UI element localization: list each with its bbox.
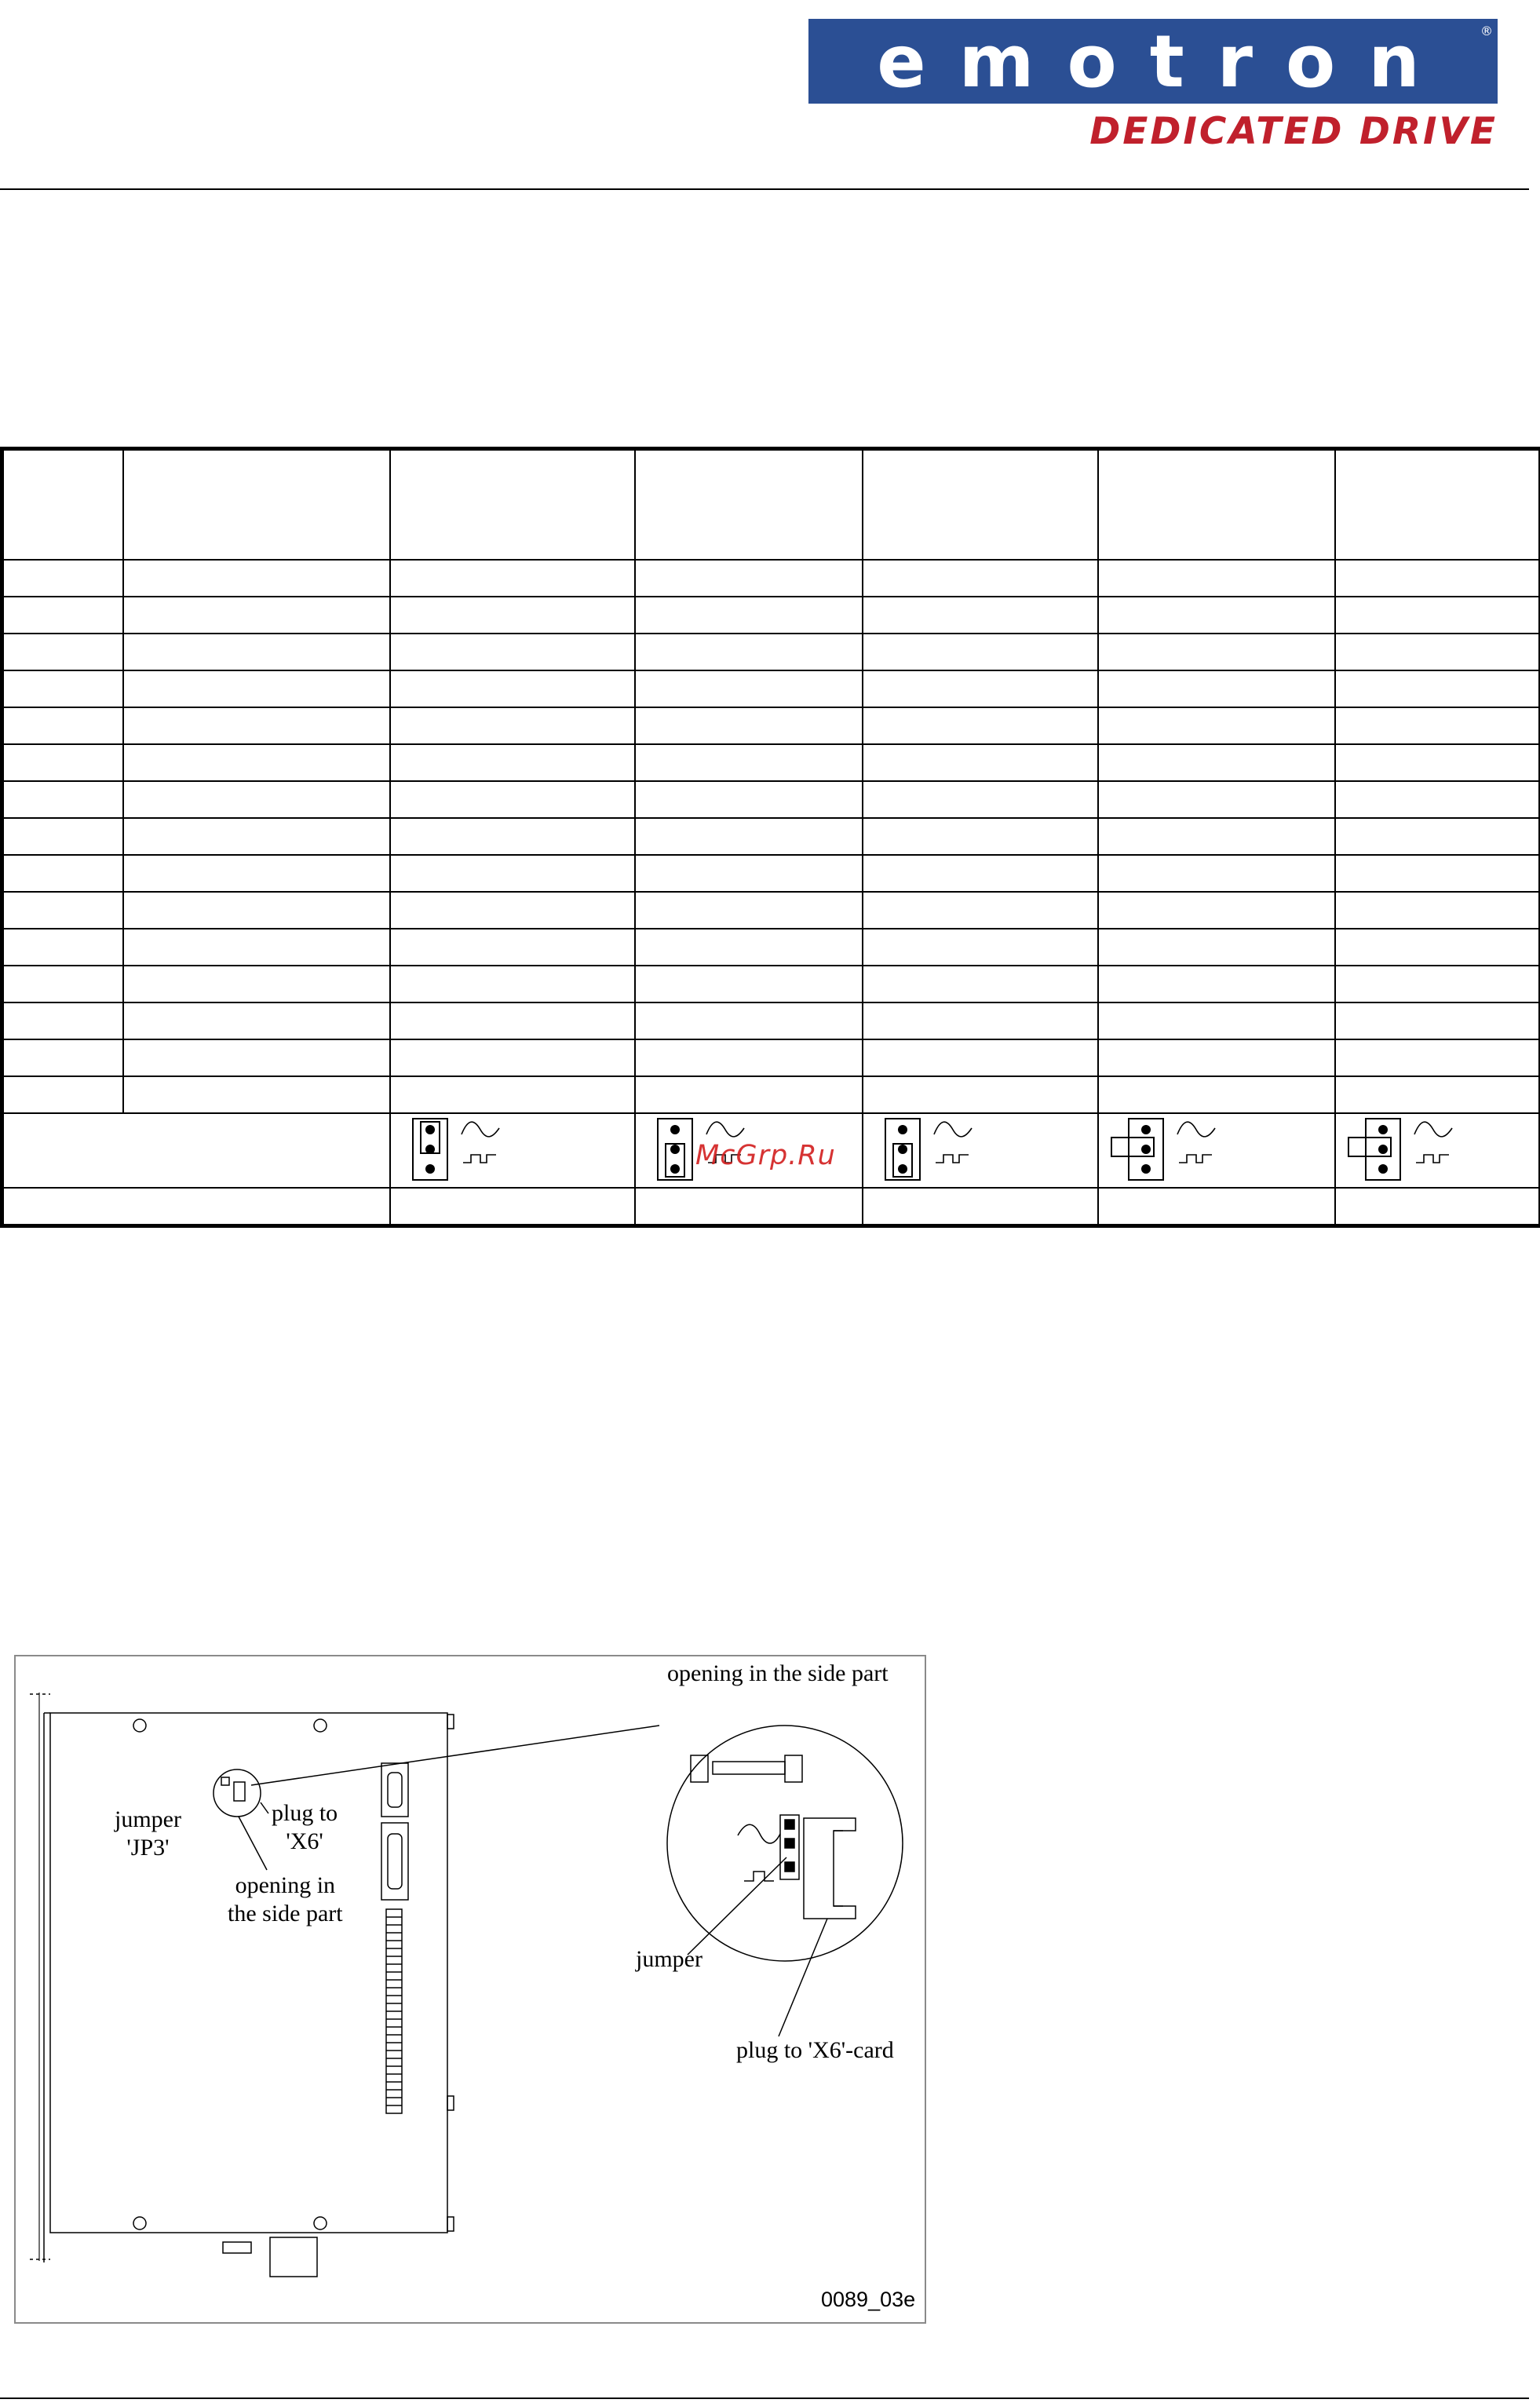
label-plug-x6-card: plug to 'X6'-card: [736, 2037, 894, 2063]
table-cell: [1335, 1076, 1540, 1113]
table-cell: [863, 670, 1098, 707]
table-cell: [635, 818, 863, 855]
table-cell: [1098, 855, 1335, 892]
table-cell: [635, 597, 863, 634]
table-cell: [2, 855, 123, 892]
table-cell: [635, 670, 863, 707]
table-cell: [2, 560, 123, 597]
table-cell: [635, 1076, 863, 1113]
table-cell: [123, 892, 390, 929]
table-cell: [1098, 1039, 1335, 1076]
table-cell: [863, 597, 1098, 634]
table-header-cell: [1098, 449, 1335, 561]
table-cell: [123, 818, 390, 855]
table-cell: [1098, 597, 1335, 634]
table-cell: [635, 781, 863, 818]
table-cell: [1335, 929, 1540, 966]
table-cell: [2, 1076, 123, 1113]
table-cell: [863, 560, 1098, 597]
table-cell: [1098, 634, 1335, 670]
table-row: [2, 781, 1540, 818]
table-cell: [123, 560, 390, 597]
table-row: [2, 1002, 1540, 1039]
table-cell: [390, 781, 635, 818]
table-cell: [123, 781, 390, 818]
table-cell: [1335, 966, 1540, 1002]
table-cell: [635, 560, 863, 597]
jumper-cell: [390, 1113, 635, 1188]
table-cell: [635, 1039, 863, 1076]
table-row: [2, 1076, 1540, 1113]
table-cell: [863, 1002, 1098, 1039]
jumper-cell-wrap: [1336, 1114, 1539, 1187]
table-cell: [1335, 634, 1540, 670]
table-header-row: [2, 449, 1540, 561]
table-cell: [635, 855, 863, 892]
table-cell: [1335, 670, 1540, 707]
jumper-cell: [1098, 1113, 1335, 1188]
table-row: [2, 634, 1540, 670]
table-cell: [123, 744, 390, 781]
table-row: [2, 670, 1540, 707]
table-footer-cell: [863, 1188, 1098, 1226]
table-cell: [863, 707, 1098, 744]
table-cell: [2, 707, 123, 744]
jumper-cell-wrap: [391, 1114, 634, 1187]
table-cell: [635, 634, 863, 670]
table-cell: [1335, 707, 1540, 744]
table-footer-row: [2, 1188, 1540, 1226]
table-cell: [863, 634, 1098, 670]
table-cell: [863, 892, 1098, 929]
table-cell: [123, 1002, 390, 1039]
registered-mark: ®: [1480, 24, 1493, 38]
table-cell: [390, 892, 635, 929]
table-cell: [2, 597, 123, 634]
table-cell: [863, 966, 1098, 1002]
table-cell: [2, 1002, 123, 1039]
table-cell: [390, 1039, 635, 1076]
logo-tagline: DEDICATED DRIVE: [1089, 110, 1498, 153]
jumper-top-position-icon: [402, 1114, 520, 1185]
label-opening-side-part-top: opening in the side part: [667, 1660, 889, 1686]
table-cell: [2, 818, 123, 855]
table-cell: [123, 634, 390, 670]
table-cell: [390, 707, 635, 744]
table-footer-cell: [1335, 1188, 1540, 1226]
table-cell: [390, 560, 635, 597]
table-header-cell: [1335, 449, 1540, 561]
table-cell: [123, 597, 390, 634]
label-jumper-jp3: jumper 'JP3': [115, 1806, 181, 1861]
table-cell: [635, 929, 863, 966]
header-rule: [0, 188, 1529, 190]
jumper-location-figure: [14, 1655, 926, 2324]
table-header-cell: [2, 449, 123, 561]
table-row: [2, 560, 1540, 597]
table-cell: [1098, 818, 1335, 855]
table-footer-cell: [1098, 1188, 1335, 1226]
table-cell: [1098, 1076, 1335, 1113]
table-cell: [635, 744, 863, 781]
drive-drawing: [16, 1656, 925, 2322]
table-cell: [2, 1039, 123, 1076]
table-row: [2, 892, 1540, 929]
table-cell: [863, 855, 1098, 892]
table-cell: [863, 744, 1098, 781]
table-cell: [1098, 707, 1335, 744]
jumper-cell: [863, 1113, 1098, 1188]
jumper-cell: [1335, 1113, 1540, 1188]
table-row: [2, 855, 1540, 892]
jumper-cell-wrap: [1099, 1114, 1334, 1187]
table-cell: [863, 1076, 1098, 1113]
table-row: [2, 966, 1540, 1002]
table-row: [2, 744, 1540, 781]
table-cell: [390, 1076, 635, 1113]
table-cell: [123, 966, 390, 1002]
table-cell: [1098, 560, 1335, 597]
table-row: [2, 707, 1540, 744]
table-cell: [1335, 892, 1540, 929]
table-cell: [1098, 929, 1335, 966]
table-cell: [863, 1039, 1098, 1076]
table-cell: [123, 707, 390, 744]
table-cell: [123, 1076, 390, 1113]
table-cell: [635, 1002, 863, 1039]
table-row: [2, 1039, 1540, 1076]
table-cell: [1335, 1002, 1540, 1039]
figure-code: 0089_03e: [821, 2288, 916, 2311]
table-cell: [1335, 781, 1540, 818]
table-cell: [863, 781, 1098, 818]
table-cell: [863, 929, 1098, 966]
table-cell: [390, 597, 635, 634]
table-cell: [123, 670, 390, 707]
table-cell: [390, 855, 635, 892]
table-footer-label: [2, 1188, 390, 1226]
table-cell: [635, 892, 863, 929]
label-plug-x6: plug to 'X6': [272, 1800, 338, 1854]
watermark-text: McGrp.Ru: [695, 1140, 836, 1171]
table-cell: [2, 892, 123, 929]
table-cell: [863, 818, 1098, 855]
table-cell: [1098, 781, 1335, 818]
table-cell: [1098, 892, 1335, 929]
jumper-cross-top-icon: [1347, 1114, 1465, 1185]
table-row: [2, 597, 1540, 634]
table-cell: [1335, 597, 1540, 634]
table-cell: [1335, 855, 1540, 892]
table-header-cell: [390, 449, 635, 561]
logo-wordmark: emotron: [877, 19, 1453, 104]
table-cell: [123, 1039, 390, 1076]
table-cell: [1335, 560, 1540, 597]
label-jumper: jumper: [636, 1946, 702, 1972]
table-cell: [1098, 1002, 1335, 1039]
jumper-cell-wrap: [863, 1114, 1097, 1187]
table-cell: [1098, 966, 1335, 1002]
footer-rule: [0, 2398, 1529, 2399]
table-cell: [635, 707, 863, 744]
table-cell: [2, 634, 123, 670]
table-cell: [1335, 1039, 1540, 1076]
table-cell: [123, 855, 390, 892]
table-footer-cell: [390, 1188, 635, 1226]
table-cell: [123, 929, 390, 966]
table-cell: [2, 929, 123, 966]
table-cell: [390, 670, 635, 707]
table-cell: [2, 781, 123, 818]
table-row: [2, 818, 1540, 855]
jumper-bottom-position-icon: [874, 1114, 992, 1185]
jumper-row-label: [2, 1113, 390, 1188]
table-header-cell: [123, 449, 390, 561]
table-cell: [390, 818, 635, 855]
data-table: [0, 447, 1540, 1228]
table-cell: [1335, 818, 1540, 855]
emotron-logo: [808, 19, 1498, 151]
table-cell: [1098, 670, 1335, 707]
table-cell: [390, 634, 635, 670]
table-header-cell: [635, 449, 863, 561]
table-cell: [390, 966, 635, 1002]
table-cell: [2, 966, 123, 1002]
table-header-cell: [863, 449, 1098, 561]
table-cell: [1098, 744, 1335, 781]
table-cell: [2, 744, 123, 781]
table-cell: [2, 670, 123, 707]
table-cell: [390, 929, 635, 966]
table-row: [2, 929, 1540, 966]
table-cell: [635, 966, 863, 1002]
table-footer-cell: [635, 1188, 863, 1226]
table-cell: [390, 1002, 635, 1039]
label-opening-side-part: opening in the side part: [228, 1872, 343, 1926]
table-cell: [1335, 744, 1540, 781]
table-cell: [390, 744, 635, 781]
jumper-cross-top-icon: [1110, 1114, 1228, 1185]
